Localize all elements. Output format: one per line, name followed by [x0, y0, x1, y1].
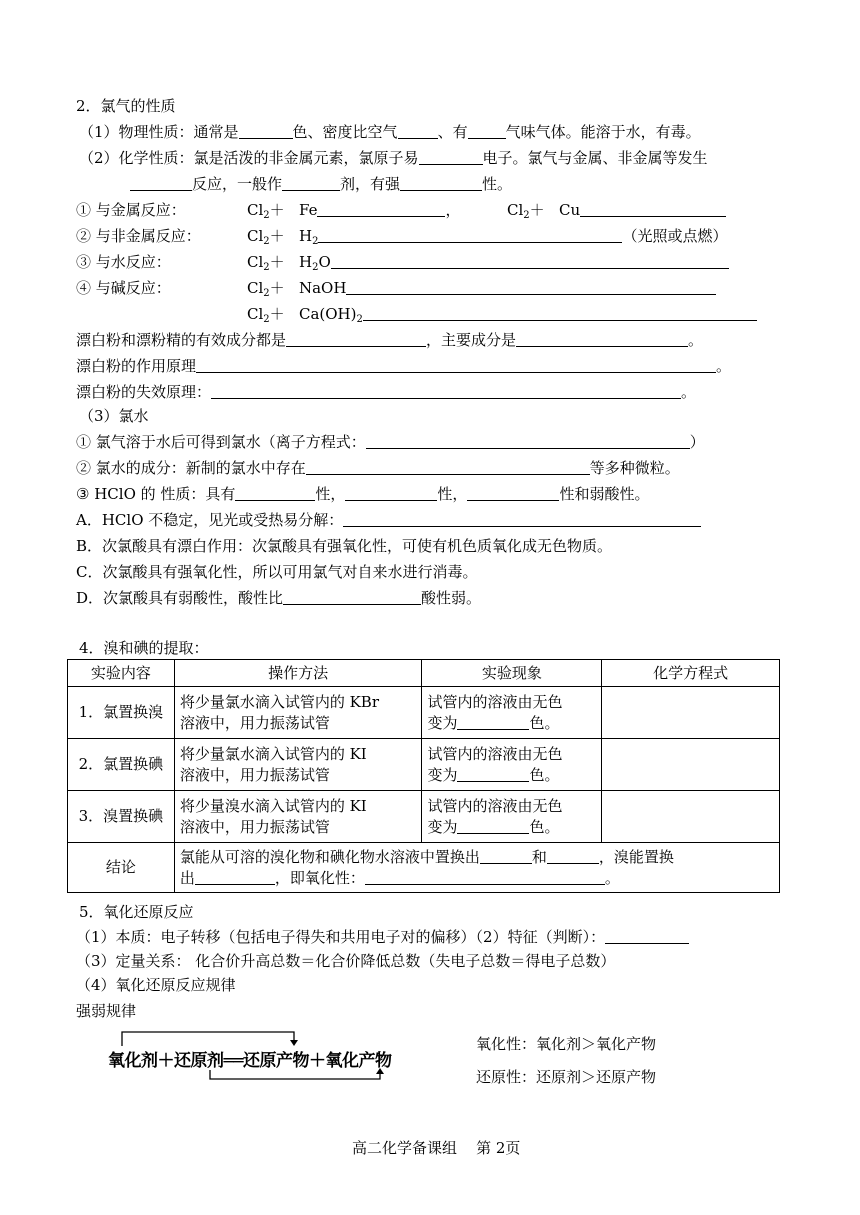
reaction-metal-cu: $Cl_2+$ Cu	[507, 200, 726, 226]
phenomenon-cell: 试管内的溶液由无色 变为 色。	[422, 739, 602, 791]
blank-acid[interactable]	[283, 588, 421, 605]
blank-hclo-prop-1[interactable]	[235, 484, 315, 501]
strength-rule-title: 强弱规律	[76, 1002, 137, 1020]
table-row	[68, 739, 780, 791]
equation-cell[interactable]	[602, 687, 780, 739]
blank-feature[interactable]	[605, 927, 689, 944]
blank-hclo-prop-2[interactable]	[345, 484, 437, 501]
reaction-metal-label: ① 与金属反应：	[76, 201, 186, 219]
equation-cell[interactable]	[602, 791, 780, 843]
option-c: C．次氯酸具有强氧化性，所以可用氯气对自来水进行消毒。	[76, 563, 478, 581]
blank-bleach-failure[interactable]	[211, 382, 681, 399]
blank-naoh-equation[interactable]	[346, 278, 716, 295]
reaction-water-label: ③ 与水反应：	[76, 253, 171, 271]
header-experiment: 实验内容	[68, 660, 175, 687]
blank-main-component[interactable]	[516, 330, 688, 347]
section-2-title: 2．氯气的性质	[76, 97, 176, 115]
page-footer	[352, 1137, 520, 1158]
chlorine-water-ionic: ① 氯气溶于水后可得到氯水（离子方程式： ）	[76, 433, 705, 451]
blank-property[interactable]	[400, 174, 482, 191]
section-4-title: 4．溴和碘的提取：	[79, 639, 209, 657]
blank-ionic-equation[interactable]	[366, 432, 690, 449]
experiment-name: 1．氯置换溴	[68, 687, 175, 739]
phenomenon-cell: 试管内的溶液由无色 变为 色。	[422, 791, 602, 843]
blank-agent[interactable]	[282, 174, 340, 191]
blank-particles[interactable]	[306, 458, 590, 475]
method-cell: 将少量氯水滴入试管内的 KI 溶液中，用力振荡试管	[174, 739, 422, 791]
blank-color-2[interactable]	[457, 765, 529, 782]
conclusion-cell: 氯能从可溶的溴化物和碘化物水溶液中置换出 和 ，溴能置换 出 ，即氧化性： 。	[174, 843, 779, 893]
method-cell: 将少量氯水滴入试管内的 KBr 溶液中，用力振荡试管	[174, 687, 422, 739]
blank-electron[interactable]	[419, 148, 483, 165]
hclo-properties: ③ HClO 的 性质：具有 性， 性， 性和弱酸性。	[76, 485, 650, 503]
extraction-table	[67, 659, 780, 893]
table-header-row	[68, 660, 780, 687]
blank-density[interactable]	[398, 122, 438, 139]
blank-bleach-principle[interactable]	[196, 356, 716, 373]
blank-hclo-prop-3[interactable]	[467, 484, 559, 501]
blank-odor[interactable]	[468, 122, 506, 139]
table-row	[68, 687, 780, 739]
blank-cu-equation[interactable]	[580, 200, 726, 217]
chlorine-water-components: ② 氯水的成分：新制的氯水中存在 等多种微粒。	[76, 459, 680, 477]
blank-color-1[interactable]	[457, 713, 529, 730]
blank-h2o-equation[interactable]	[331, 252, 729, 269]
blank-fe-equation[interactable]	[317, 200, 445, 217]
blank-conclusion-3[interactable]	[195, 868, 275, 885]
rules-line: （4）氧化还原反应规律	[76, 976, 236, 994]
blank-hclo-decompose[interactable]	[343, 510, 701, 527]
chemical-properties-line: （2）化学性质：氯是活泼的非金属元素，氯原子易 电子。氯气与金属、非金属等发生	[79, 149, 708, 167]
oxidizing-rule: 氧化性：氧化剂＞氧化产物	[476, 1035, 657, 1053]
redox-equation: 氧化剂＋还原剂══还原产物＋氧化产物	[108, 1051, 392, 1071]
option-a: A．HClO 不稳定，见光或受热易分解：	[76, 510, 701, 530]
reducing-rule: 还原性：还原剂＞还原产物	[476, 1068, 657, 1086]
footer-group: 高二化学备课组	[352, 1139, 458, 1157]
table-row	[68, 791, 780, 843]
blank-color[interactable]	[239, 122, 293, 139]
essence-line: （1）本质：电子转移（包括电子得失和共用电子对的偏移）（2）特征（判断）：	[76, 927, 689, 947]
blank-reaction-type[interactable]	[130, 174, 192, 191]
blank-h2-equation[interactable]	[318, 226, 622, 243]
option-b: B．次氯酸具有漂白作用：次氯酸具有强氧化性，可使有机色质氧化成无色物质。	[76, 537, 613, 555]
blank-oxidizing-order[interactable]	[365, 868, 605, 885]
blank-caoh2-equation[interactable]	[363, 304, 757, 321]
header-phenomenon: 实验现象	[422, 660, 602, 687]
reaction-water: $Cl_2+$ $H_2O$	[247, 252, 729, 278]
section-5-title: 5．氧化还原反应	[79, 903, 194, 921]
option-d: D．次氯酸具有弱酸性，酸性比 酸性弱。	[76, 589, 482, 607]
phenomenon-cell: 试管内的溶液由无色 变为 色。	[422, 687, 602, 739]
conclusion-label: 结论	[68, 843, 175, 893]
blank-conclusion-1[interactable]	[480, 847, 532, 864]
bleach-components: 漂白粉和漂粉精的有效成分都是 ，主要成分是 。	[76, 331, 704, 349]
reaction-base-caoh2: $Cl_2+$ $Ca(OH)_2$	[247, 304, 757, 330]
chlorine-water-title: （3）氯水	[79, 407, 149, 425]
blank-effective-component[interactable]	[286, 330, 426, 347]
reaction-base-naoh: $Cl_2+$ NaOH	[247, 278, 716, 304]
blank-color-3[interactable]	[457, 817, 529, 834]
reaction-metal-fe: $Cl_2+$ Fe ，	[247, 201, 461, 221]
reaction-nonmetal-label: ② 与非金属反应：	[76, 227, 201, 245]
header-method: 操作方法	[174, 660, 422, 687]
bleach-failure: 漂白粉的失效原理： 。	[76, 383, 697, 401]
conclusion-row	[68, 843, 780, 893]
physical-properties-line: （1）物理性质：通常是 色、密度比空气 、有 气味气体。能溶于水，有毒。	[79, 123, 701, 141]
experiment-name: 3．溴置换碘	[68, 791, 175, 843]
experiment-name: 2．氯置换碘	[68, 739, 175, 791]
equation-cell[interactable]	[602, 739, 780, 791]
redox-diagram	[108, 1028, 438, 1083]
quantitative-line: （3）定量关系： 化合价升高总数＝化合价降低总数（失电子总数＝得电子总数）	[76, 952, 616, 970]
header-equation: 化学方程式	[602, 660, 780, 687]
reaction-nonmetal: $Cl_2+$ $H_2$ （光照或点燃）	[247, 227, 728, 247]
chemical-properties-line-2: 反应，一般作 剂，有强 性。	[130, 174, 512, 194]
reaction-base-label: ④ 与碱反应：	[76, 279, 171, 297]
bleach-principle: 漂白粉的作用原理 。	[76, 357, 732, 375]
blank-conclusion-2[interactable]	[547, 847, 599, 864]
page-number: 第 2页	[476, 1139, 521, 1157]
method-cell: 将少量溴水滴入试管内的 KI 溶液中，用力振荡试管	[174, 791, 422, 843]
